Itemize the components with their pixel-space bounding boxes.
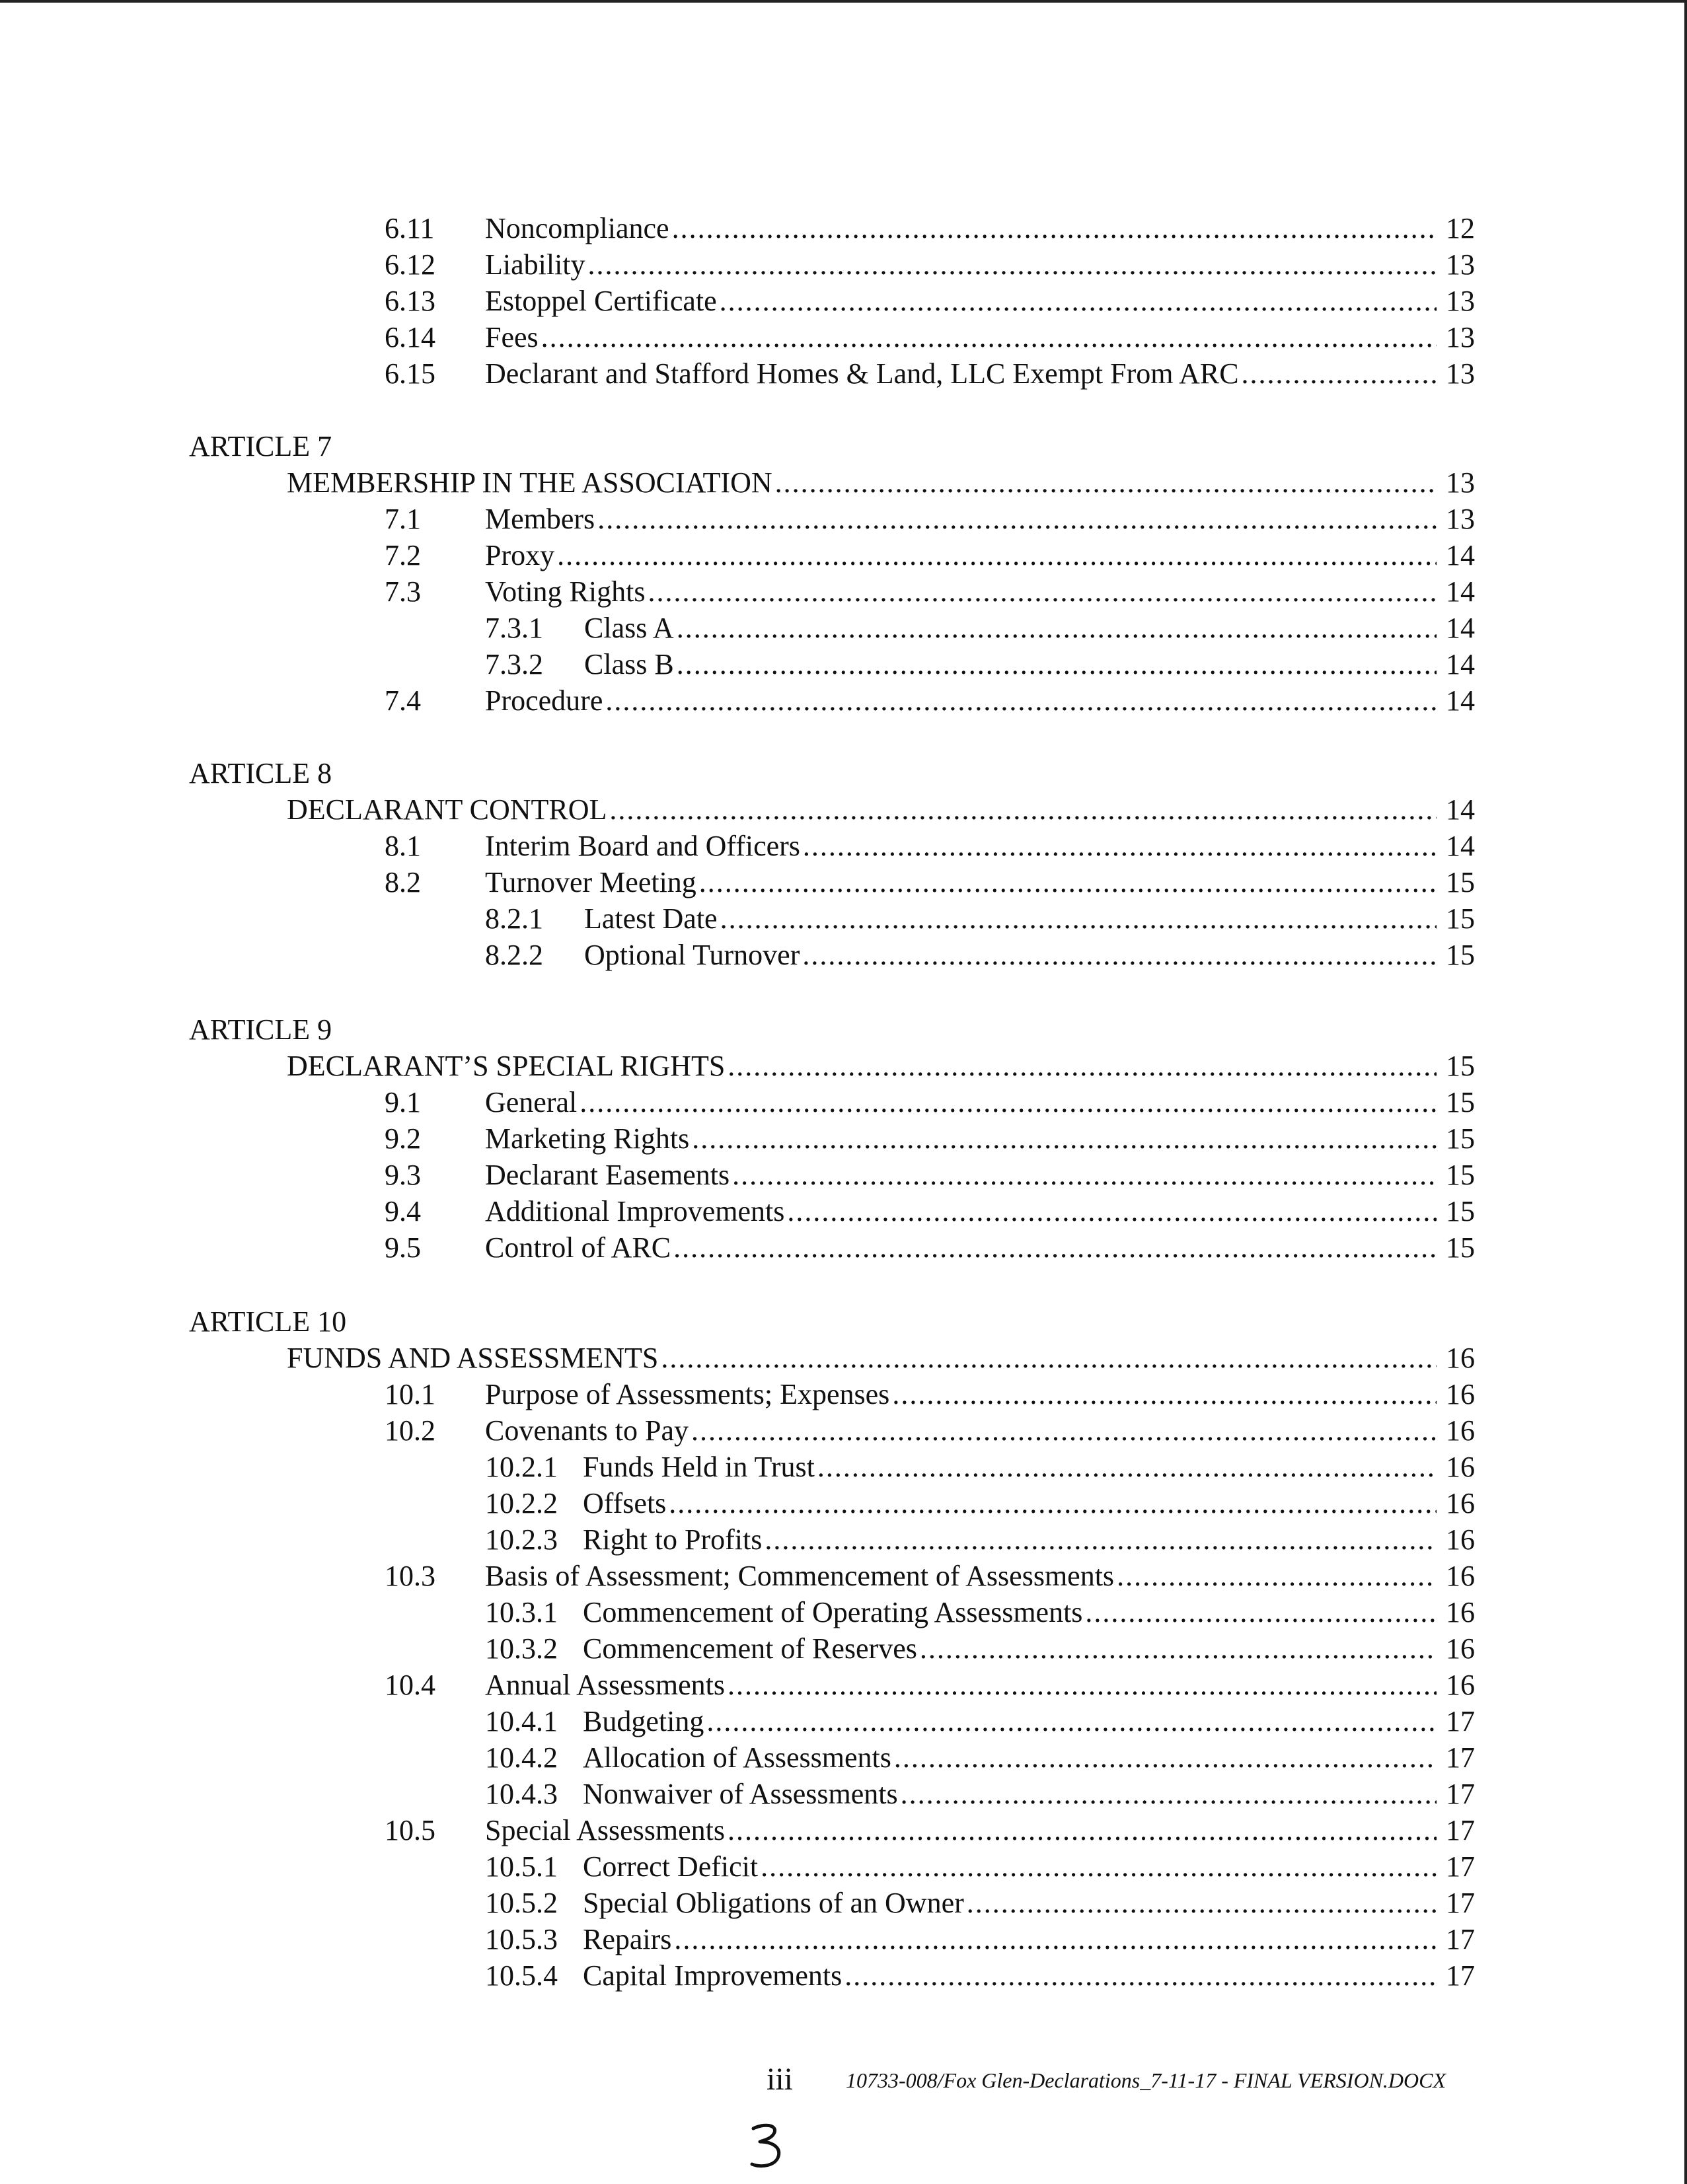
toc-entry-10-5-2 [0,1885,1687,1922]
toc-entry-10-1 [0,1376,1687,1413]
toc-entry-7-3-2 [0,646,1687,683]
toc-article-9-title [0,1048,1687,1085]
toc-entry-title: Noncompliance [485,212,669,244]
leader-dots [967,1885,1437,1922]
toc-entry-page: 14 [1446,648,1475,680]
toc-entry-title: Marketing Rights [485,1122,690,1155]
toc-entry-9-3 [0,1157,1687,1194]
toc-entry-9-5 [0,1229,1687,1266]
toc-entry-title: Class B [584,648,674,680]
toc-entry-title: Additional Improvements [485,1195,785,1227]
toc-entry-number: 9.3 [385,1159,421,1191]
toc-entry-title: Purpose of Assessments; Expenses [485,1378,890,1410]
toc-entry-number: 7.4 [385,684,421,717]
toc-entry-title: Covenants to Pay [485,1414,689,1447]
leader-dots [661,1340,1437,1377]
toc-entry-6-14 [0,319,1687,356]
toc-entry-number: 10.3.1 [485,1596,558,1628]
toc-entry-7-2 [0,537,1687,574]
toc-entry-title: Optional Turnover [584,939,800,971]
toc-entry-title: Right to Profits [583,1523,763,1556]
footer-page-number: iii [767,2062,794,2097]
toc-entry-page: 13 [1446,466,1475,499]
toc-entry-7-3 [0,573,1687,610]
toc-entry-title: Control of ARC [485,1231,671,1264]
toc-entry-page: 17 [1446,1959,1475,1992]
toc-article-8-title [0,791,1687,828]
leader-dots [817,1449,1437,1486]
toc-entry-page: 17 [1446,1814,1475,1846]
toc-entry-page: 16 [1446,1487,1475,1519]
leader-dots [802,937,1437,974]
toc-entry-10-4-2 [0,1739,1687,1776]
toc-entry-title: General [485,1086,578,1118]
toc-entry-number: 9.4 [385,1195,421,1227]
toc-entry-title: Budgeting [583,1705,704,1737]
toc-entry-number: 7.2 [385,539,421,571]
toc-entry-number: 7.3.2 [485,648,543,680]
toc-entry-number: 6.11 [385,212,435,244]
leader-dots [775,464,1437,501]
page-border-top [0,0,1687,3]
toc-entry-page: 15 [1446,1231,1475,1264]
toc-entry-7-4 [0,682,1687,719]
toc-entry-10-3-1 [0,1594,1687,1631]
toc-entry-9-4 [0,1193,1687,1230]
toc-article-title: DECLARANT CONTROL [287,793,607,826]
toc-entry-title: Nonwaiver of Assessments [583,1778,898,1810]
toc-entry-10-5 [0,1812,1687,1849]
toc-entry-title: Declarant Easements [485,1159,730,1191]
leader-dots [732,1157,1437,1194]
toc-entry-10-2-2 [0,1485,1687,1522]
toc-entry-page: 15 [1446,1122,1475,1155]
toc-entry-title: Procedure [485,684,603,717]
toc-entry-number: 10.1 [385,1378,435,1410]
leader-dots [720,900,1437,937]
toc-entry-title: Commencement of Reserves [583,1632,917,1665]
toc-entry-8-1 [0,828,1687,865]
leader-dots [920,1630,1437,1667]
toc-entry-10-2-1 [0,1449,1687,1486]
leader-dots [677,646,1437,683]
toc-entry-page: 15 [1446,866,1475,898]
toc-entry-page: 13 [1446,285,1475,317]
toc-entry-6-15 [0,355,1687,392]
toc-entry-page: 16 [1446,1632,1475,1665]
toc-entry-number: 9.1 [385,1086,421,1118]
leader-dots [706,1703,1437,1740]
toc-entry-title: Allocation of Assessments [583,1741,891,1774]
toc-entry-number: 10.4.1 [485,1705,558,1737]
leader-dots [1085,1594,1437,1631]
toc-entry-title: Repairs [583,1923,672,1955]
toc-entry-title: Funds Held in Trust [583,1451,815,1483]
toc-entry-page: 15 [1446,902,1475,935]
leader-dots [720,283,1437,320]
toc-entry-10-2-3 [0,1521,1687,1558]
toc-entry-9-1 [0,1084,1687,1121]
toc-entry-title: Liability [485,248,585,281]
leader-dots [692,1120,1437,1157]
leader-dots [765,1521,1437,1558]
toc-entry-page: 15 [1446,1159,1475,1191]
toc-entry-page: 14 [1446,684,1475,717]
toc-entry-page: 15 [1446,1195,1475,1227]
toc-entry-title: Members [485,503,595,535]
leader-dots [1242,355,1437,392]
toc-entry-number: 9.2 [385,1122,421,1155]
toc-entry-page: 13 [1446,357,1475,390]
article-8-label: ARTICLE 8 [189,757,332,789]
toc-entry-8-2-2 [0,937,1687,974]
toc-entry-page: 16 [1446,1523,1475,1556]
toc-entry-page: 14 [1446,575,1475,608]
toc-entry-page: 12 [1446,212,1475,244]
toc-entry-page: 14 [1446,612,1475,644]
toc-entry-page: 16 [1446,1451,1475,1483]
toc-entry-title: Commencement of Operating Assessments [583,1596,1083,1628]
leader-dots [901,1776,1437,1813]
toc-entry-page: 13 [1446,248,1475,281]
leader-dots [648,573,1437,610]
toc-entry-page: 15 [1446,939,1475,971]
leader-dots [541,319,1437,356]
toc-entry-page: 16 [1446,1669,1475,1701]
toc-entry-title: Estoppel Certificate [485,285,717,317]
leader-dots [844,1957,1437,1994]
toc-entry-title: Basis of Assessment; Commencement of Assessments [485,1560,1115,1592]
toc-entry-title: Voting Rights [485,575,646,608]
toc-entry-page: 17 [1446,1705,1475,1737]
toc-entry-page: 16 [1446,1596,1475,1628]
toc-entry-10-2 [0,1412,1687,1449]
toc-entry-title: Latest Date [584,902,718,935]
leader-dots [728,1812,1437,1849]
toc-entry-number: 10.3 [385,1560,435,1592]
toc-entry-page: 17 [1446,1923,1475,1955]
toc-entry-page: 13 [1446,503,1475,535]
article-7-label: ARTICLE 7 [189,430,332,462]
toc-entry-10-5-3 [0,1921,1687,1958]
leader-dots [699,864,1437,901]
leader-dots [557,537,1437,574]
toc-entry-10-3 [0,1558,1687,1595]
leader-dots [588,246,1437,283]
toc-entry-number: 10.2.2 [485,1487,558,1519]
toc-entry-title: Proxy [485,539,555,571]
toc-entry-number: 10.4.2 [485,1741,558,1774]
toc-entry-number: 10.4.3 [485,1778,558,1810]
toc-entry-number: 10.2.1 [485,1451,558,1483]
toc-entry-title: Capital Improvements [583,1959,843,1992]
toc-entry-page: 17 [1446,1850,1475,1883]
toc-entry-page: 17 [1446,1741,1475,1774]
toc-article-title: FUNDS AND ASSESSMENTS [287,1342,659,1374]
leader-dots [673,1229,1437,1266]
toc-entry-page: 14 [1446,539,1475,571]
toc-entry-number: 10.5.4 [485,1959,558,1992]
toc-entry-number: 10.5.1 [485,1850,558,1883]
toc-entry-number: 7.1 [385,503,421,535]
toc-entry-title: Annual Assessments [485,1669,725,1701]
toc-entry-number: 8.2.1 [485,902,543,935]
toc-entry-number: 8.1 [385,830,421,862]
toc-article-10-title [0,1340,1687,1377]
toc-entry-9-2 [0,1120,1687,1157]
leader-dots [605,682,1437,719]
toc-entry-number: 10.2 [385,1414,435,1447]
toc-entry-number: 10.5 [385,1814,435,1846]
leader-dots [597,501,1437,538]
toc-entry-number: 10.3.2 [485,1632,558,1665]
toc-entry-10-5-1 [0,1848,1687,1885]
toc-entry-number: 6.12 [385,248,435,281]
toc-entry-number: 7.3 [385,575,421,608]
toc-entry-number: 8.2 [385,866,421,898]
toc-article-title: DECLARANT’S SPECIAL RIGHTS [287,1050,726,1082]
toc-entry-page: 13 [1446,321,1475,353]
toc-entry-8-2-1 [0,900,1687,937]
leader-dots [580,1084,1437,1121]
toc-entry-6-12 [0,246,1687,283]
leader-dots [892,1376,1437,1413]
toc-entry-title: Turnover Meeting [485,866,696,898]
toc-entry-page: 16 [1446,1342,1475,1374]
toc-entry-number: 6.13 [385,285,435,317]
toc-entry-title: Declarant and Stafford Homes & Land, LLC Exempt From ARC [485,357,1239,390]
toc-entry-6-11 [0,210,1687,247]
toc-entry-page: 14 [1446,830,1475,862]
toc-entry-number: 10.2.3 [485,1523,558,1556]
toc-entry-number: 6.14 [385,321,435,353]
toc-entry-10-4 [0,1667,1687,1704]
toc-entry-10-3-2 [0,1630,1687,1667]
leader-dots [761,1848,1437,1885]
leader-dots [803,828,1437,865]
toc-entry-10-4-3 [0,1776,1687,1813]
toc-entry-number: 10.4 [385,1669,435,1701]
toc-entry-title: Special Obligations of an Owner [583,1887,964,1919]
leader-dots [894,1739,1437,1776]
handwritten-page-mark [745,2119,792,2172]
leader-dots [691,1412,1437,1449]
leader-dots [787,1193,1437,1230]
toc-entry-page: 15 [1446,1050,1475,1082]
toc-article-7-title [0,464,1687,501]
toc-entry-6-13 [0,283,1687,320]
toc-entry-title: Class A [584,612,674,644]
toc-entry-10-5-4 [0,1957,1687,1994]
toc-entry-7-1 [0,501,1687,538]
article-9-label: ARTICLE 9 [189,1013,332,1046]
leader-dots [728,1667,1437,1704]
leader-dots [1117,1558,1437,1595]
toc-entry-number: 9.5 [385,1231,421,1264]
toc-entry-page: 15 [1446,1086,1475,1118]
toc-entry-title: Offsets [583,1487,667,1519]
toc-entry-number: 8.2.2 [485,939,543,971]
toc-entry-8-2 [0,864,1687,901]
leader-dots [677,610,1437,647]
article-10-label: ARTICLE 10 [189,1305,347,1338]
toc-entry-number: 6.15 [385,357,435,390]
toc-entry-title: Interim Board and Officers [485,830,800,862]
toc-entry-title: Correct Deficit [583,1850,759,1883]
toc-article-title: MEMBERSHIP IN THE ASSOCIATION [287,466,772,499]
toc-entry-page: 16 [1446,1560,1475,1592]
toc-entry-title: Special Assessments [485,1814,725,1846]
toc-entry-page: 14 [1446,793,1475,826]
leader-dots [672,210,1437,247]
toc-entry-page: 17 [1446,1887,1475,1919]
toc-entry-number: 10.5.2 [485,1887,558,1919]
toc-entry-number: 7.3.1 [485,612,543,644]
leader-dots [728,1048,1437,1085]
leader-dots [609,791,1437,828]
footer-document-id: 10733-008/Fox Glen-Declarations_7-11-17 - FINAL VERSION.DOCX [846,2068,1446,2092]
toc-entry-10-4-1 [0,1703,1687,1740]
toc-entry-number: 10.5.3 [485,1923,558,1955]
toc-entry-title: Fees [485,321,539,353]
toc-entry-page: 17 [1446,1778,1475,1810]
toc-entry-7-3-1 [0,610,1687,647]
leader-dots [669,1485,1437,1522]
toc-entry-page: 16 [1446,1414,1475,1447]
toc-entry-page: 16 [1446,1378,1475,1410]
leader-dots [674,1921,1437,1958]
